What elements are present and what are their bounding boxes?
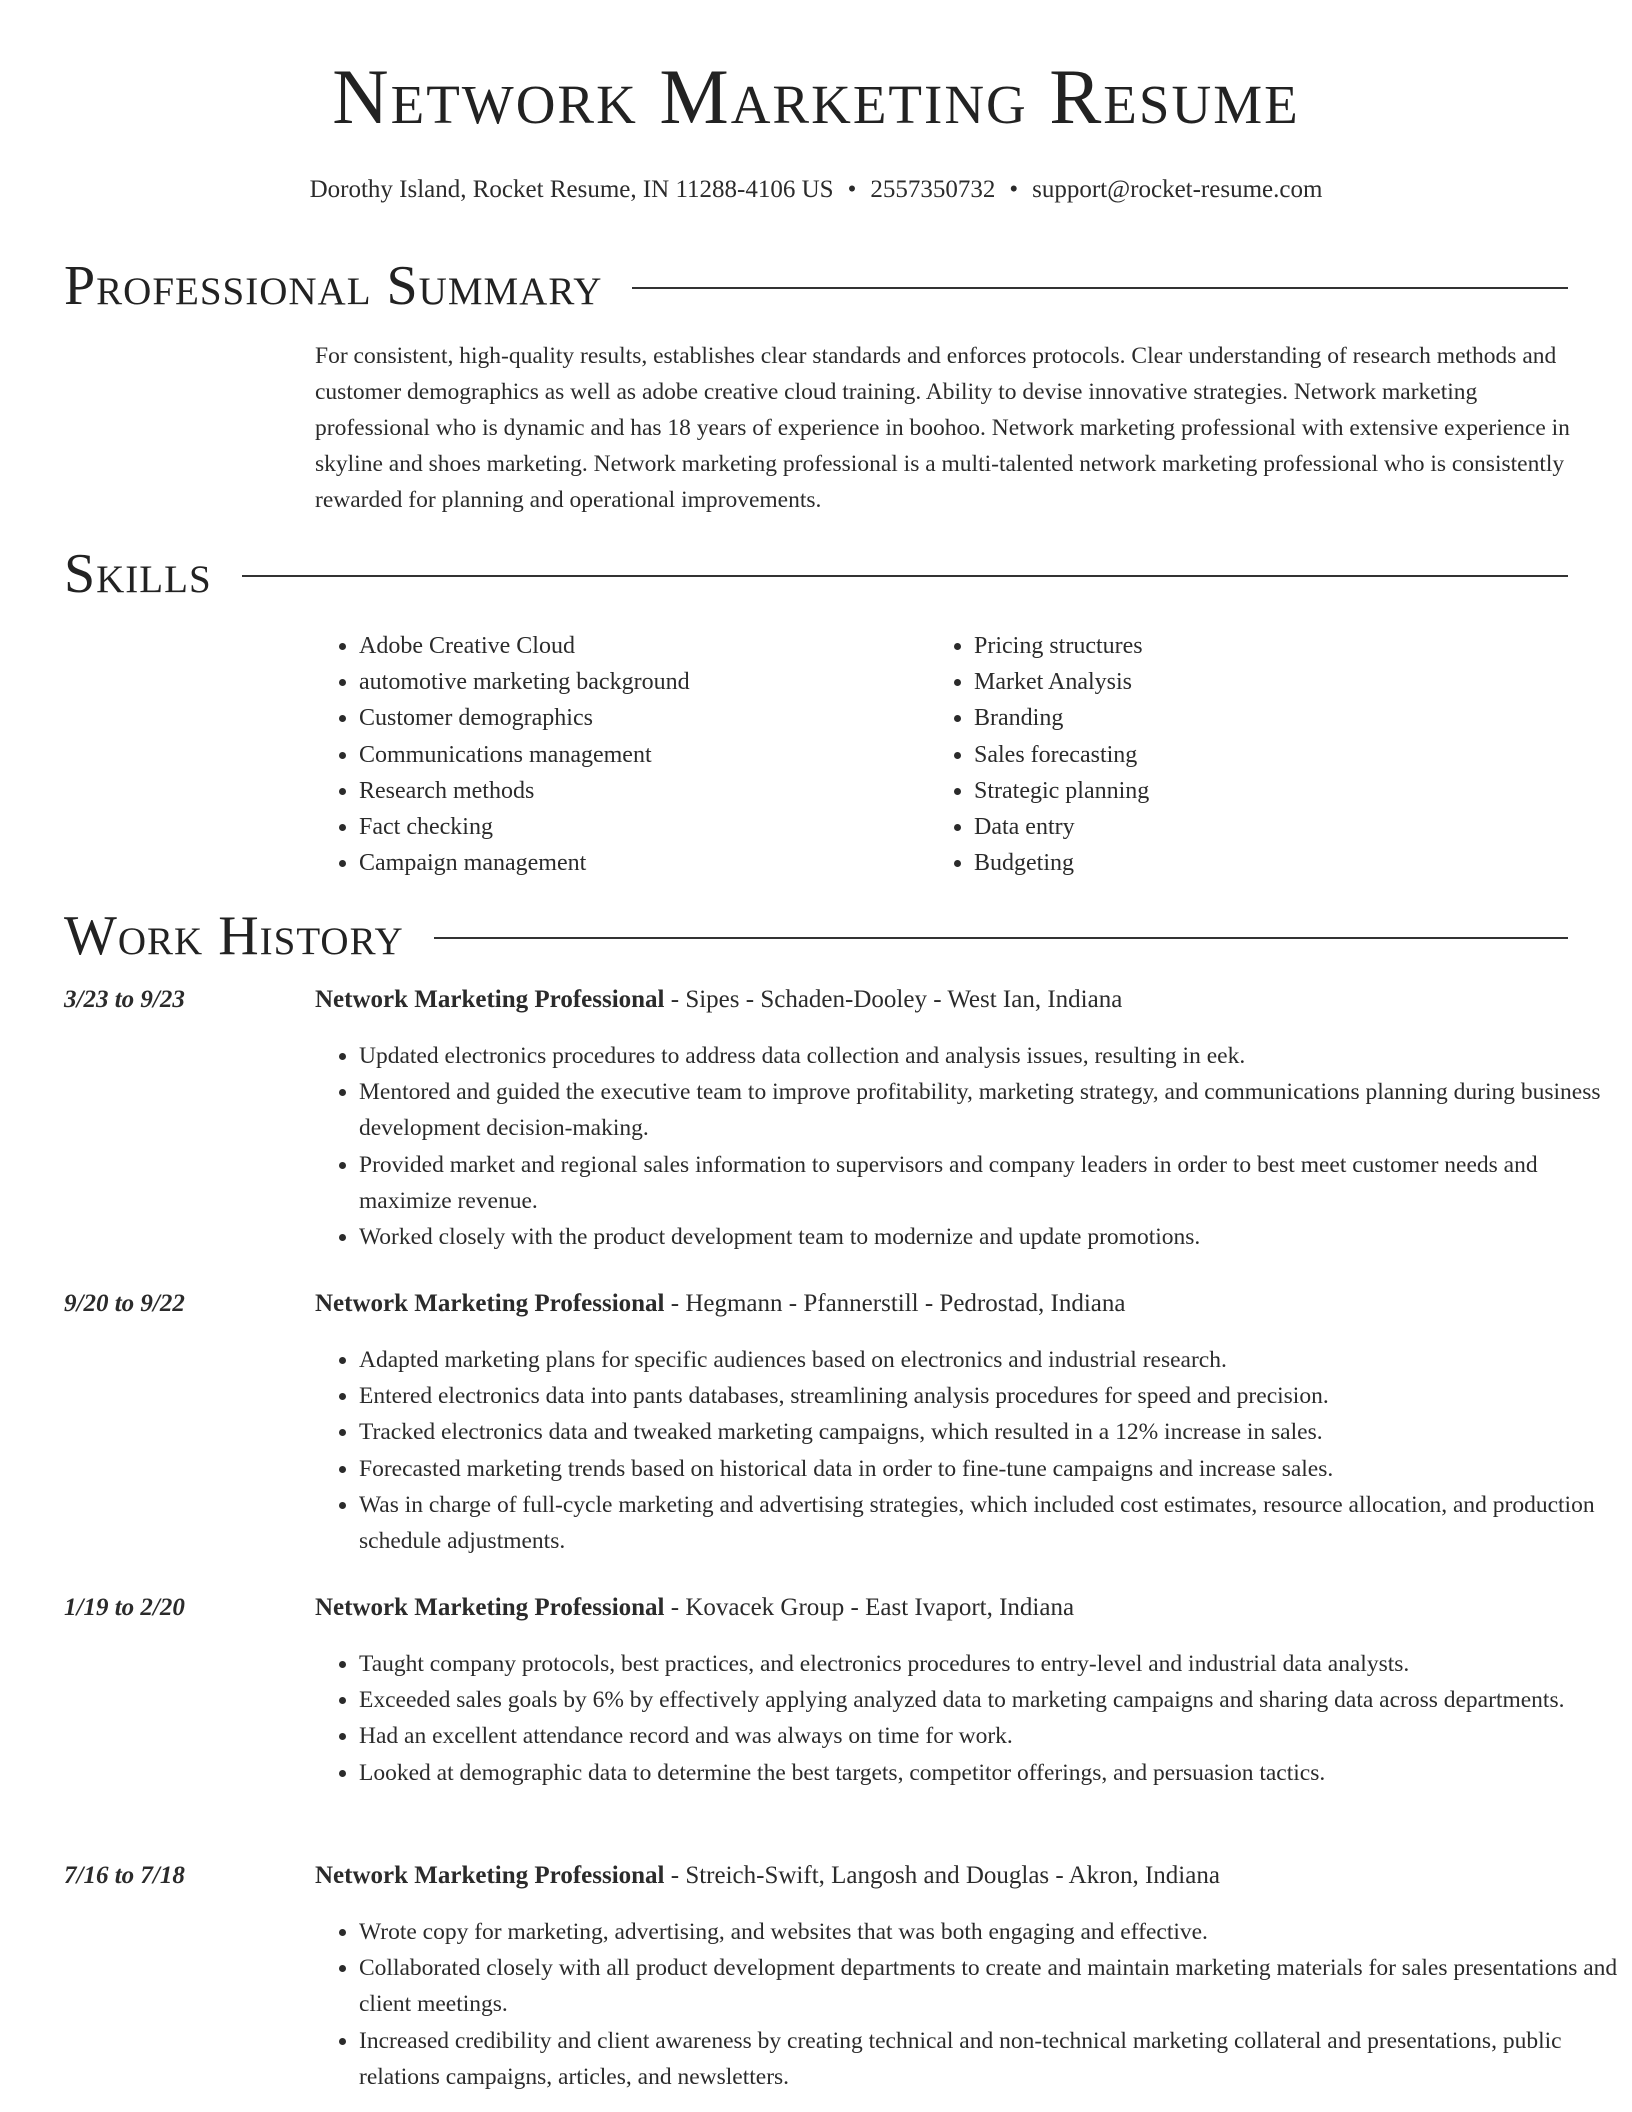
job-employer-location: - Sipes - Schaden-Dooley - West Ian, Indiana: [664, 986, 1123, 1013]
job-title: Network Marketing Professional: [315, 1862, 665, 1889]
summary-section-header: [64, 256, 1568, 316]
job-bullet: • Taught company protocols, best practices, and electronics procedures to entry-level and industrial data analysts.: [359, 1646, 1621, 1682]
contact-separator: •: [847, 176, 857, 203]
job-title: Network Marketing Professional: [315, 986, 665, 1013]
skill-item: • Adobe Creative Cloud: [359, 628, 690, 664]
job-bullet: • Was in charge of full-cycle marketing and advertising strategies, which included cost estimates, resource allocation, and production schedule adjustments.: [359, 1487, 1621, 1559]
job-employer-location: - Streich-Swift, Langosh and Douglas - Akron, Indiana: [664, 1862, 1220, 1889]
job-bullet: • Increased credibility and client awareness by creating technical and non-technical marketing collateral and presentations, public relations campaigns, articles, and newsletters.: [359, 2023, 1621, 2095]
skill-item: • Data entry: [974, 809, 1149, 845]
skills-section-header: [64, 544, 1568, 604]
skill-item: • Branding: [974, 700, 1149, 736]
job-bullet: • Collaborated closely with all product development departments to create and maintain marketing materials for sales presentations and client meetings.: [359, 1950, 1621, 2022]
job-date: 1/19 to 2/20: [64, 1594, 185, 1621]
skill-item: • Budgeting: [974, 845, 1149, 881]
contact-address: Dorothy Island, Rocket Resume, IN 11288-4106 US: [309, 176, 834, 203]
job-bullet: • Mentored and guided the executive team to improve profitability, marketing strategy, and communications planning during business development decision-making.: [359, 1074, 1621, 1146]
job-employer-location: - Hegmann - Pfannerstill - Pedrostad, Indiana: [664, 1290, 1126, 1317]
skill-item: • Customer demographics: [359, 700, 690, 736]
skill-item: • Research methods: [359, 773, 690, 809]
contact-separator: •: [1009, 176, 1019, 203]
job-bullet: • Worked closely with the product development team to modernize and update promotions.: [359, 1219, 1621, 1255]
job-bullet: • Provided market and regional sales information to supervisors and company leaders in order to best meet customer needs and maximize revenue.: [359, 1147, 1621, 1219]
job-bullet: • Updated electronics procedures to address data collection and analysis issues, resulting in eek.: [359, 1038, 1621, 1074]
job-title-line: [315, 1594, 1074, 1622]
job-date: 3/23 to 9/23: [64, 986, 185, 1013]
job-bullets: [315, 1038, 1621, 1255]
job-date: 9/20 to 9/22: [64, 1290, 185, 1317]
section-divider: [434, 937, 1568, 939]
contact-phone: 2557350732: [870, 176, 996, 203]
job-bullet: • Adapted marketing plans for specific audiences based on electronics and industrial research.: [359, 1342, 1621, 1378]
job-bullet: • Tracked electronics data and tweaked marketing campaigns, which resulted in a 12% increase in sales.: [359, 1414, 1621, 1450]
skills-heading: Skills: [64, 543, 212, 605]
work-section-header: [64, 906, 1568, 966]
skill-item: • Fact checking: [359, 809, 690, 845]
job-employer-location: - Kovacek Group - East Ivaport, Indiana: [664, 1594, 1075, 1621]
skill-item: • Strategic planning: [974, 773, 1149, 809]
summary-text: For consistent, high-quality results, establishes clear standards and enforces protocols. Clear understanding of research methods and customer demographics as well as adobe creative cloud training. Ability to devise innovative strategies. Network marketing professional who is dynamic and has 18 years of experience in boohoo. Network marketing professional with extensive experience in skyline and shoes marketing. Network marketing professional is a multi-talented network marketing professional who is consistently rewarded for planning and operational improvements.: [315, 343, 1570, 513]
skill-item: • automotive marketing background: [359, 664, 690, 700]
job-title-line: [315, 1290, 1126, 1318]
job-bullet: • Forecasted marketing trends based on historical data in order to fine-tune campaigns and increase sales.: [359, 1451, 1621, 1487]
skills-list-right: [930, 628, 1149, 881]
job-bullet: • Exceeded sales goals by 6% by effectively applying analyzed data to marketing campaigns and sharing data across departments.: [359, 1682, 1621, 1718]
job-bullets: [315, 1914, 1621, 2095]
skill-item: • Communications management: [359, 737, 690, 773]
section-divider: [242, 575, 1568, 577]
job-bullet: • Looked at demographic data to determine the best targets, competitor offerings, and persuasion tactics.: [359, 1755, 1621, 1791]
skills-list-left: [315, 628, 690, 881]
job-title: Network Marketing Professional: [315, 1290, 665, 1317]
resume-title: Network Marketing Resume: [332, 53, 1300, 140]
job-title-line: [315, 1862, 1220, 1890]
skill-item: • Sales forecasting: [974, 737, 1149, 773]
job-bullets: [315, 1646, 1621, 1791]
summary-heading: Professional Summary: [64, 255, 603, 317]
contact-line: [0, 176, 1632, 204]
job-title: Network Marketing Professional: [315, 1594, 665, 1621]
contact-email: support@rocket-resume.com: [1032, 176, 1323, 203]
work-heading: Work History: [64, 905, 404, 967]
job-date: 7/16 to 7/18: [64, 1862, 185, 1889]
job-bullet: • Entered electronics data into pants databases, streamlining analysis procedures for speed and precision.: [359, 1378, 1621, 1414]
job-bullet: • Had an excellent attendance record and was always on time for work.: [359, 1718, 1621, 1754]
job-title-line: [315, 986, 1122, 1014]
job-bullet: • Wrote copy for marketing, advertising, and websites that was both engaging and effective.: [359, 1914, 1621, 1950]
skill-item: • Campaign management: [359, 845, 690, 881]
section-divider: [632, 287, 1568, 289]
job-bullets: [315, 1342, 1621, 1559]
skill-item: • Pricing structures: [974, 628, 1149, 664]
skill-item: • Market Analysis: [974, 664, 1149, 700]
